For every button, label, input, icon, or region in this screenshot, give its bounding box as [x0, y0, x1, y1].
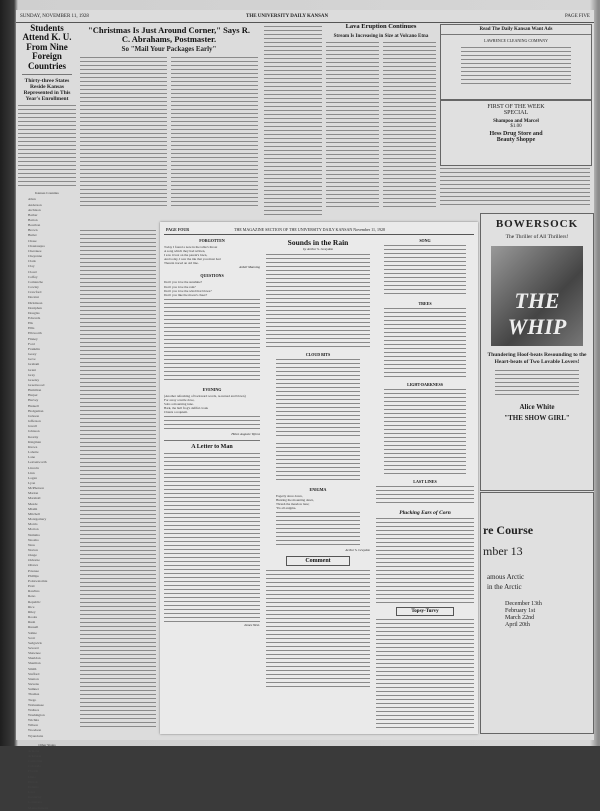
sounds-author: by Arthur S. Graydon: [302, 247, 334, 251]
poem-line: Sobs a mourning tune.: [164, 402, 194, 407]
christmas-article: [80, 24, 258, 224]
poem-line: Thrush the meadow lane;: [276, 502, 310, 507]
plucking-title: Plucking Ears of Corn: [399, 510, 451, 516]
county-item: Rush: [28, 620, 36, 625]
county-item: Coffey: [28, 274, 38, 279]
county-list: [18, 197, 76, 738]
county-item: Ness: [28, 542, 35, 547]
poem-line: Don't you love the wind that blows?: [164, 288, 212, 293]
special-line-3: Shampoo and Marcel: [493, 119, 539, 124]
county-item: Anderson: [28, 202, 42, 207]
names-column: [264, 26, 322, 216]
other-states-label: Other States: [38, 742, 56, 747]
magazine-col-a: [164, 238, 260, 728]
county-item: Rooks: [28, 615, 37, 620]
magazine-insert: [160, 222, 478, 734]
forgotten-poem: [164, 245, 260, 265]
lava-text-right: [383, 42, 436, 207]
county-item: Wichita: [28, 718, 39, 723]
county-item: Finney: [28, 336, 38, 341]
state-item: Iowa: [28, 790, 35, 795]
county-item: Sumner: [28, 687, 39, 692]
cloud-poem: [276, 359, 360, 439]
county-item: Jackson: [28, 413, 40, 418]
state-item: Louisiana: [28, 800, 42, 805]
poem-line: Don't you love the rain?: [164, 284, 196, 289]
county-item: Comanche: [28, 279, 43, 284]
county-item: Labette: [28, 450, 39, 455]
header-page: PAGE FIVE: [565, 14, 590, 19]
want-ads-label: Read The Daily Kansan Want Ads: [441, 25, 591, 35]
county-item: Scott: [28, 635, 36, 640]
county-item: Edwards: [28, 315, 41, 320]
county-item: Geary: [28, 352, 37, 357]
comment-title: Comment: [305, 558, 331, 565]
forgotten-author: Ardell Manning: [239, 265, 260, 270]
county-item: Osage: [28, 553, 37, 558]
county-item: Greenwood: [28, 383, 45, 387]
county-item: Pottawatomie: [28, 578, 48, 583]
magazine-col-c: [376, 238, 474, 728]
last-lines-poem: [376, 486, 474, 506]
county-item: Phillips: [28, 573, 39, 578]
county-item: Gove: [28, 357, 36, 362]
lecture-line-2: in the Arctic: [487, 583, 522, 591]
county-item: Cowley: [28, 285, 39, 290]
county-item: Greeley: [28, 377, 40, 382]
county-item: Chase: [28, 238, 37, 243]
county-item: Pratt: [28, 584, 35, 589]
poem-line: I saw it lost on the parent's lawn,: [164, 253, 208, 258]
county-item: Doniphan: [28, 305, 42, 310]
county-item: Grant: [28, 367, 36, 372]
lecture-line-1: amous Arctic: [487, 573, 525, 581]
poem-line: Today I found a note in the table's throat: [164, 245, 218, 249]
plucking-text: [376, 518, 474, 604]
enigma-title: ENIGMA: [309, 487, 327, 492]
county-item: Trego: [28, 697, 37, 702]
poem-line: Chants a requiem.: [164, 410, 188, 415]
special-line-2: SPECIAL: [503, 110, 529, 116]
county-item: Wilson: [28, 723, 38, 728]
county-item: Sherman: [28, 661, 41, 666]
enigma-poem: [276, 494, 370, 510]
county-item: Harper: [28, 393, 38, 398]
county-item: Pawnee: [28, 568, 39, 573]
state-item: Florida: [28, 769, 39, 774]
students-column: [18, 23, 76, 810]
cleaning-label: LAWRENCE CLEANING COMPANY: [484, 38, 548, 43]
county-item: Brown: [28, 228, 38, 233]
county-item: Wallace: [28, 707, 40, 712]
trees-title: TREES: [418, 301, 432, 306]
lava-subhead: Stream Is Increasing in Size at Volcano Etna: [333, 33, 429, 39]
christmas-text-left: [80, 57, 167, 207]
county-item: Ford: [28, 341, 35, 346]
questions-title: QUESTIONS: [200, 273, 224, 279]
county-item: Kingman: [28, 439, 42, 444]
comment-text: [266, 570, 370, 690]
county-item: Barton: [28, 218, 38, 222]
comment-box: [286, 556, 350, 566]
left-body-text: [80, 230, 156, 730]
county-item: Ellsworth: [28, 331, 42, 336]
poem-line: Don't you love the sunshine?: [164, 280, 203, 285]
light-poem: [384, 389, 466, 475]
county-item: Nemaha: [28, 532, 40, 537]
county-item: Meade: [28, 501, 38, 506]
county-item: Kearny: [28, 434, 39, 439]
bowersock-tagline: The Thriller of All Thrillers!: [505, 234, 569, 240]
county-item: Allen: [28, 197, 36, 202]
bowersock-ad: [480, 213, 594, 491]
county-item: Stafford: [28, 671, 40, 676]
county-item: Elk: [28, 321, 33, 326]
letter-title: A Letter to Man: [191, 444, 233, 451]
lecture-title: re Course: [483, 523, 534, 537]
county-item: Riley: [28, 609, 36, 614]
song-poem: [384, 245, 466, 297]
county-item: Rice: [28, 604, 35, 609]
county-item: Shawnee: [28, 651, 41, 656]
county-item: Russell: [28, 625, 39, 630]
students-headline: Students Attend K. U. From Nine Foreign Countries: [22, 23, 72, 71]
county-item: Lincoln: [28, 465, 39, 470]
county-item: Jefferson: [28, 419, 41, 424]
county-item: Johnson: [28, 429, 40, 434]
lava-headline: Lava Eruption Continues: [345, 23, 417, 30]
county-item: Harvey: [28, 398, 39, 403]
letter-text: [164, 453, 260, 623]
county-item: Clay: [28, 264, 35, 269]
county-item: Mitchell: [28, 511, 40, 516]
students-article-text: [18, 105, 76, 189]
county-item: Leavenworth: [28, 460, 47, 465]
county-item: Wabaunsee: [28, 702, 44, 707]
right-text-block: [440, 168, 590, 208]
state-item: Illinois: [28, 779, 38, 784]
county-item: Haskell: [28, 403, 39, 408]
header-masthead: THE UNIVERSITY DAILY KANSAN: [246, 14, 329, 19]
special-store: Hess Drug Store and: [489, 131, 543, 137]
beauty-special-ad: [440, 100, 592, 166]
poem-line: Don't you like the moon's cheer?: [164, 292, 208, 297]
topsy-title: Topsy-Turvy: [411, 609, 439, 614]
county-item: Marshall: [28, 496, 41, 501]
christmas-headline: "Christmas Is Just Around Corner," Says R. C. Abrahams, Postmaster.: [88, 25, 250, 44]
header-date: SUNDAY, NOVEMBER 11, 1928: [20, 14, 89, 19]
whip-tagline: Thundering Hoof-beats Resounding to the Heart-beats of Two Lovable Lovers!: [487, 352, 587, 365]
county-item: Gray: [28, 372, 35, 377]
lecture-date: mber 13: [483, 544, 523, 558]
lava-article: [326, 24, 436, 220]
show-girl: "THE SHOW GIRL": [504, 414, 570, 423]
county-item: Norton: [28, 548, 38, 552]
county-item: Dickinson: [28, 300, 43, 305]
county-item: Thomas: [28, 692, 40, 697]
christmas-text-right: [171, 57, 258, 207]
evening-title: EVENING: [202, 386, 222, 392]
county-item: Republic: [28, 599, 41, 604]
poem-line: 'Tis all enigma.: [276, 506, 297, 511]
state-item: California: [28, 759, 43, 764]
state-item: Colorado: [28, 764, 42, 769]
state-item: Massachusetts: [28, 805, 49, 810]
poem-line: Bark, the bull frog's deftful croak: [164, 406, 208, 411]
county-item: Lane: [28, 455, 35, 460]
county-item: Decatur: [28, 295, 40, 300]
questions-poem: [164, 280, 260, 296]
county-item: Barber: [28, 212, 38, 217]
song-title: SONG: [419, 238, 431, 243]
state-item: Arizona: [28, 748, 40, 753]
county-item: Jewell: [28, 424, 37, 429]
county-item: Ellis: [28, 326, 35, 331]
lecture-course-ad: [480, 492, 594, 734]
county-item: Osborne: [28, 558, 40, 563]
county-item: Chautauqua: [28, 243, 45, 248]
state-list: [18, 749, 76, 811]
lecture-dates: December 13th February 1st March 22nd April 20th: [505, 601, 542, 628]
county-item: Hodgeman: [28, 408, 44, 413]
enigma-author: Arthur S. Graydon: [345, 548, 370, 553]
lava-text-left: [326, 42, 379, 207]
county-item: Reno: [28, 594, 36, 599]
whip-poster-image: [491, 246, 583, 346]
county-item: Sedgwick: [28, 640, 42, 645]
county-item: Crawford: [28, 290, 42, 295]
light-title: LIGHT-DARKNESS: [407, 382, 443, 387]
county-item: Cherokee: [28, 248, 42, 253]
page-header: [16, 12, 594, 23]
county-item: Wyandotte: [28, 733, 44, 738]
poem-line: For away a turtle dove,: [164, 397, 195, 402]
poem-line: A song which they had written,: [164, 249, 206, 254]
last-lines-title: LAST LINES: [413, 479, 437, 484]
magazine-col-b: [266, 238, 370, 728]
evening-poem: [164, 394, 260, 414]
county-item: Kiowa: [28, 444, 38, 449]
magazine-header: [164, 224, 474, 235]
county-item: Smith: [28, 666, 37, 671]
county-item: Seward: [28, 645, 39, 650]
sounds-text: [266, 254, 370, 349]
state-item: Kentucky: [28, 795, 42, 800]
county-item: Atchison: [28, 207, 41, 212]
special-price: $1.00: [510, 124, 522, 129]
magazine-header-text: THE MAGAZINE SECTION OF THE UNIVERSITY DAILY KANSAN November 11, 1928: [234, 227, 385, 232]
county-item: Linn: [28, 470, 35, 475]
special-line-1: FIRST OF THE WEEK: [487, 104, 545, 110]
forgotten-title: FORGOTTEN: [199, 238, 225, 243]
county-item: Graham: [28, 362, 40, 367]
alice-white: Alice White: [519, 403, 555, 412]
county-item: Sheridan: [28, 656, 41, 661]
christmas-subhead: So "Mail Your Packages Early": [121, 44, 217, 53]
county-item: Miami: [28, 506, 38, 511]
topsy-text: [376, 619, 474, 729]
county-item: Lyon: [28, 480, 36, 485]
state-item: Indiana: [28, 784, 39, 789]
topsy-box: [396, 607, 454, 616]
cleaning-ad: [440, 24, 592, 100]
county-item: Neosho: [28, 537, 39, 542]
county-item: Montgomery: [28, 517, 47, 522]
whip-title: THE WHIP: [507, 288, 567, 339]
county-item: Rawlins: [28, 589, 40, 594]
county-item: Ottawa: [28, 563, 39, 568]
county-item: Franklin: [28, 346, 40, 351]
poem-line: And today, I saw the ink that you must had: [164, 257, 221, 262]
county-item: Douglas: [28, 310, 40, 315]
county-item: Woodson: [28, 728, 42, 733]
poem-line: Eagerly since dawn,: [276, 494, 303, 498]
letter-author: James West.: [244, 623, 260, 628]
special-store-2: Beauty Shoppe: [496, 137, 536, 143]
county-item: Marion: [28, 491, 39, 496]
county-item: Saline: [28, 630, 37, 635]
county-item: Morton: [28, 527, 39, 532]
students-subhead: Thirty-three States Reside Kansas Represented in This Year's Enrollment: [23, 78, 71, 103]
trees-poem: [384, 308, 466, 378]
county-item: Stanton: [28, 676, 39, 681]
county-item: Cheyenne: [28, 254, 42, 259]
newspaper-page: [16, 10, 594, 810]
county-item: McPherson: [28, 486, 44, 491]
county-item: Washington: [28, 713, 45, 717]
county-item: Hamilton: [28, 388, 42, 393]
state-item: Idaho: [28, 774, 36, 779]
county-item: Logan: [28, 475, 37, 480]
evening-author: Helen Auguste Wynns: [231, 432, 260, 437]
kansas-label: Kansas Counties: [35, 191, 59, 196]
county-item: Butler: [28, 233, 37, 238]
poem-line: Hunting the mounting dawn,: [276, 498, 314, 503]
county-item: Morris: [28, 522, 38, 527]
cloud-title: CLOUD BITS: [305, 352, 331, 357]
county-item: Cloud: [28, 269, 37, 274]
poem-line: Therein traced an old line.: [164, 261, 199, 266]
county-item: Stevens: [28, 682, 39, 687]
county-item: Clark: [28, 259, 36, 264]
magazine-page-label: PAGE FOUR: [166, 227, 190, 232]
poem-line: (Another refreshing of backward words, re-turned and blown): [164, 393, 246, 398]
state-item: Arkansas: [28, 753, 42, 758]
county-item: Bourbon: [28, 223, 41, 228]
sounds-title: Sounds in the Rain: [287, 238, 349, 247]
bowersock-title: BOWERSOCK: [495, 218, 579, 230]
